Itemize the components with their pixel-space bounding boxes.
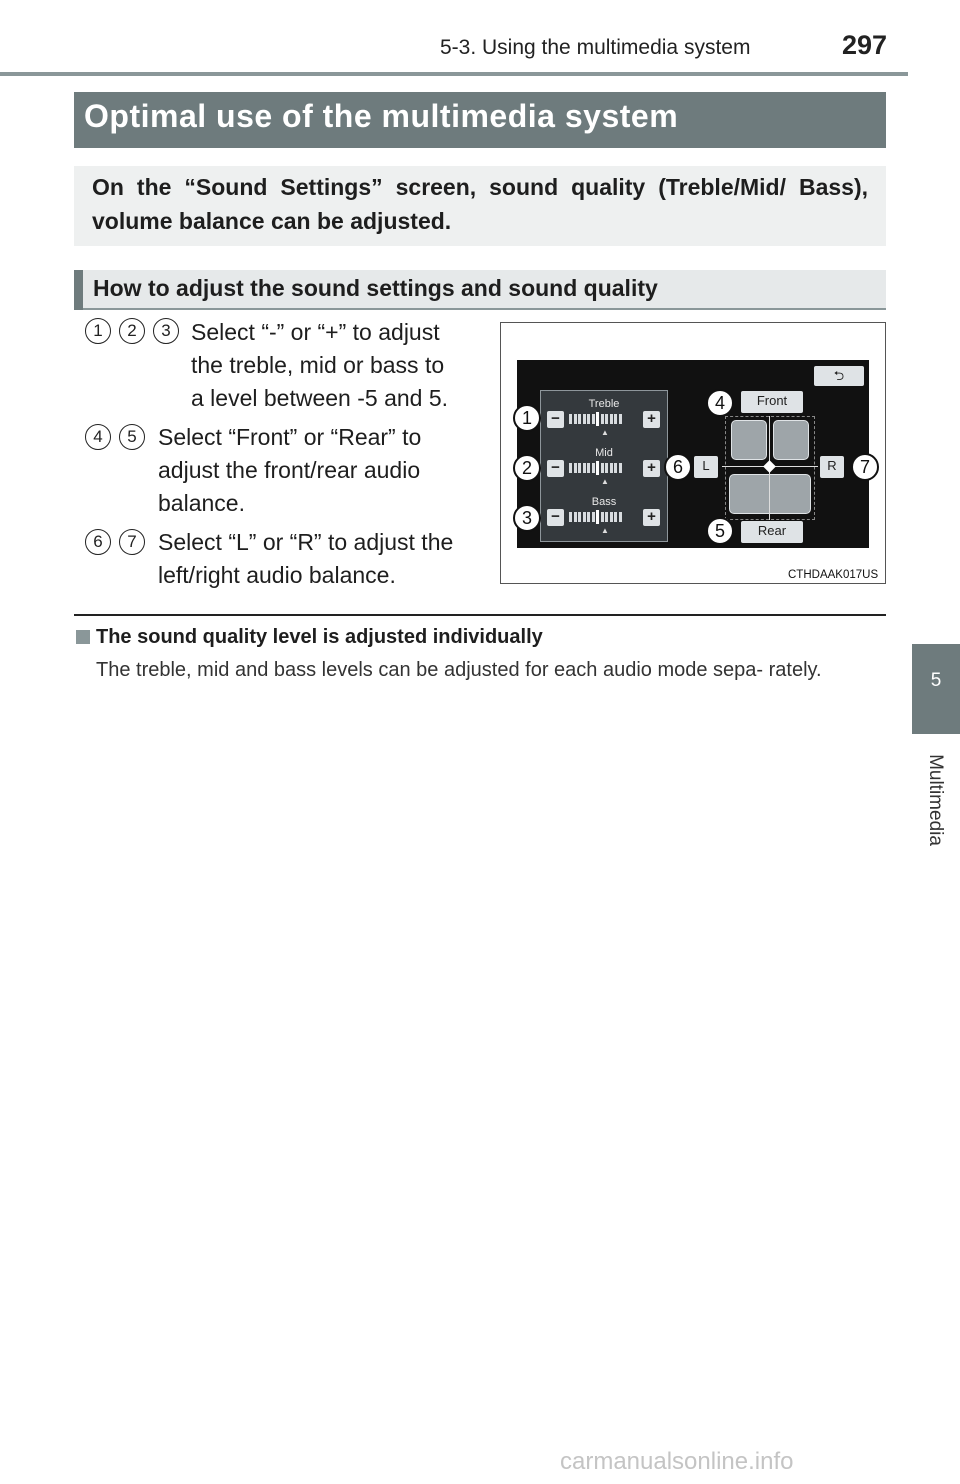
step-line: balance. bbox=[158, 490, 245, 516]
treble-center-indicator: ▲ bbox=[601, 428, 609, 437]
step-marker-3: 3 bbox=[153, 318, 179, 344]
step-marker-2: 2 bbox=[119, 318, 145, 344]
step-text-treble-mid-bass bbox=[191, 316, 481, 415]
callout-3: 3 bbox=[513, 504, 541, 532]
step-line: a level between -5 and 5. bbox=[191, 385, 449, 411]
treble-minus-button[interactable]: − bbox=[547, 411, 564, 428]
step-line: the treble, mid or bass to bbox=[191, 352, 445, 378]
step-text-front-rear bbox=[158, 421, 481, 520]
step-line: adjust the front/rear audio bbox=[158, 457, 421, 483]
step-text-left-right bbox=[158, 526, 481, 592]
callout-2: 2 bbox=[513, 454, 541, 482]
bass-center-indicator: ▲ bbox=[601, 526, 609, 535]
bass-minus-button[interactable]: − bbox=[547, 509, 564, 526]
chapter-tab-label-wrap bbox=[920, 745, 950, 855]
subheading-accent bbox=[74, 270, 83, 310]
bass-label: Bass bbox=[591, 496, 617, 508]
note-bullet-icon bbox=[76, 630, 90, 644]
treble-plus-button[interactable]: + bbox=[643, 411, 660, 428]
return-arrow-icon: ⮌ bbox=[833, 368, 845, 383]
note-body: The treble, mid and bass levels can be adjusted for each audio mode sepa- rately. bbox=[96, 659, 822, 681]
bass-plus-button[interactable]: + bbox=[643, 509, 660, 526]
step-line: Select “L” or “R” to adjust the bbox=[158, 529, 454, 555]
callout-5: 5 bbox=[706, 517, 734, 545]
watermark: carmanualsonline.info bbox=[560, 1448, 794, 1475]
chapter-tab-number: 5 bbox=[930, 670, 942, 691]
step-marker-5: 5 bbox=[119, 424, 145, 450]
figure-caption: CTHDAAK017US bbox=[788, 569, 879, 581]
mid-label: Mid bbox=[595, 447, 613, 459]
mid-minus-button[interactable]: − bbox=[547, 460, 564, 477]
back-button[interactable] bbox=[814, 366, 864, 386]
mid-level-bar bbox=[569, 462, 622, 474]
step-marker-4: 4 bbox=[85, 424, 111, 450]
callout-7: 7 bbox=[851, 453, 879, 481]
callout-6: 6 bbox=[664, 453, 692, 481]
callout-1: 1 bbox=[513, 404, 541, 432]
section-header: 5-3. Using the multimedia system bbox=[440, 36, 751, 59]
front-button[interactable]: Front bbox=[741, 391, 803, 413]
treble-level-bar bbox=[569, 413, 622, 425]
treble-label: Treble bbox=[588, 398, 620, 410]
step-line: Select “Front” or “Rear” to bbox=[158, 424, 422, 450]
page-number: 297 bbox=[842, 30, 888, 60]
step-marker-7: 7 bbox=[119, 529, 145, 555]
rear-button[interactable]: Rear bbox=[741, 521, 803, 543]
step-line: Select “-” or “+” to adjust bbox=[191, 319, 440, 345]
callout-4: 4 bbox=[706, 389, 734, 417]
seat-front-right-icon bbox=[773, 420, 809, 460]
seat-front-left-icon bbox=[731, 420, 767, 460]
note-heading: The sound quality level is adjusted individually bbox=[96, 626, 543, 648]
step-marker-1: 1 bbox=[85, 318, 111, 344]
header-rule bbox=[0, 72, 908, 76]
seat-rear-icon bbox=[729, 474, 811, 514]
page-title: Optimal use of the multimedia system bbox=[84, 98, 679, 134]
right-button[interactable]: R bbox=[820, 456, 844, 478]
intro-text: On the “Sound Settings” screen, sound quality (Treble/Mid/ Bass), volume balance can be adjusted. bbox=[92, 174, 868, 234]
subheading: How to adjust the sound settings and sound quality bbox=[93, 275, 658, 301]
bass-level-bar bbox=[569, 511, 622, 523]
chapter-tab-label: Multimedia bbox=[925, 754, 946, 846]
left-button[interactable]: L bbox=[694, 456, 718, 478]
mid-plus-button[interactable]: + bbox=[643, 460, 660, 477]
section-divider bbox=[74, 614, 886, 616]
mid-center-indicator: ▲ bbox=[601, 477, 609, 486]
step-line: left/right audio balance. bbox=[158, 562, 396, 588]
step-marker-6: 6 bbox=[85, 529, 111, 555]
